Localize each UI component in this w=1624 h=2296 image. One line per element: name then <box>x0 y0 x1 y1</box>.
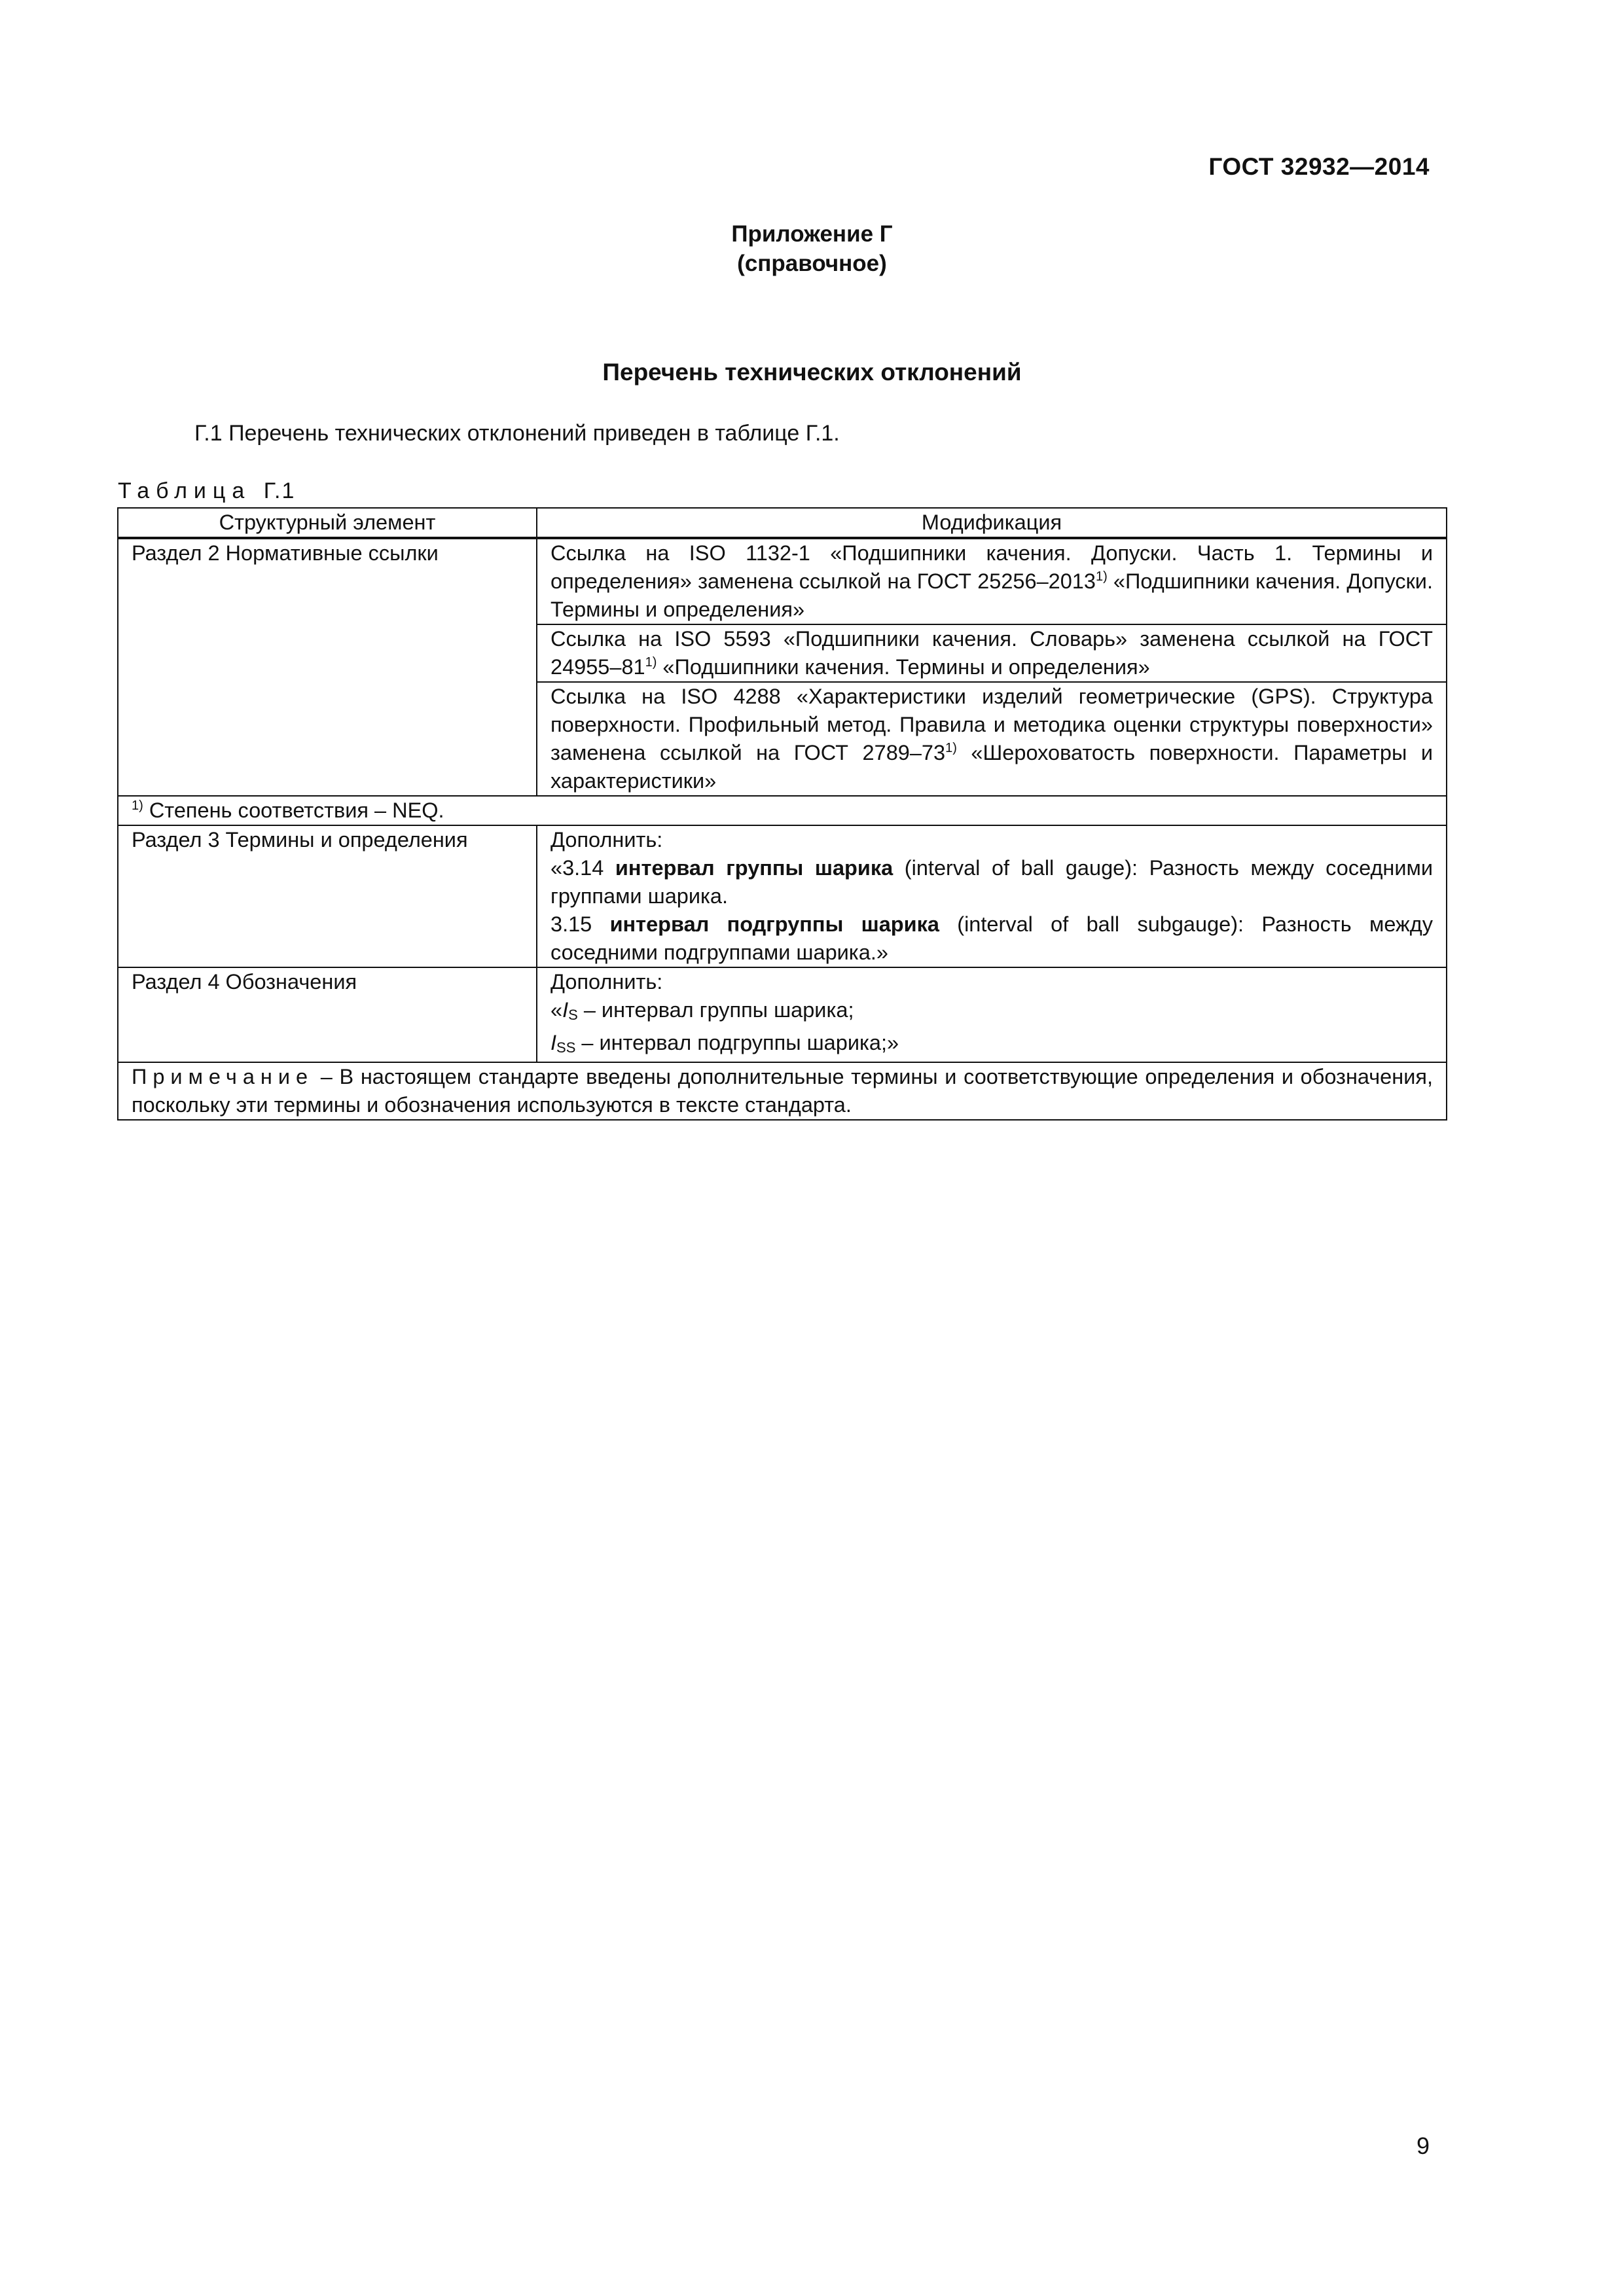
modification-intro: Дополнить: <box>550 828 663 852</box>
table-caption <box>118 478 295 504</box>
modification-text-tail: «Подшипники качения. Термины и определения» <box>657 655 1150 679</box>
modification-cell <box>537 538 1447 624</box>
footnote-row <box>118 796 1447 825</box>
page-number: 9 <box>1416 2132 1430 2159</box>
document-code-header: ГОСТ 32932—2014 <box>1208 153 1430 180</box>
footnote-cell <box>118 796 1447 825</box>
modification-text-tail: «Шероховатость поверхности. Параметры и характеристики» <box>550 741 1434 793</box>
modification-intro: Дополнить: <box>550 970 663 994</box>
footnote-marker: 1) <box>132 798 143 814</box>
note-label: Примечание <box>132 1065 314 1088</box>
symbol: I <box>550 1031 557 1054</box>
row-element-section-3: Раздел 3 Термины и определения <box>118 825 537 967</box>
modification-cell <box>537 624 1447 682</box>
table-caption-word: Таблица <box>118 478 251 503</box>
table-row <box>118 538 1447 624</box>
symbol-definition <box>550 996 1433 1029</box>
term-number: «3.14 <box>550 856 615 880</box>
modification-cell <box>537 967 1447 1062</box>
appendix-heading <box>0 219 1624 278</box>
symbol-text: – интервал группы шарика; <box>577 998 854 1022</box>
row-element-section-2: Раздел 2 Нормативные ссылки <box>118 538 537 796</box>
term-text: (interval of ball subgauge): Разность между соседними подгруппами шарика.» <box>550 912 1433 964</box>
footnote-marker: 1) <box>945 741 957 756</box>
term-name: интервал группы шарика <box>615 856 893 880</box>
appendix-subtitle: (справочное) <box>737 251 887 276</box>
section-title: Перечень технических отклонений <box>602 359 1022 386</box>
symbol-definition <box>550 1029 1433 1062</box>
deviations-table <box>117 507 1447 1121</box>
symbol-subscript: S <box>568 1007 578 1023</box>
symbol: I <box>562 998 569 1022</box>
row-element-section-4: Раздел 4 Обозначения <box>118 967 537 1062</box>
table-row <box>118 825 1447 967</box>
term-text: (interval of ball gauge): Разность между соседними группами шарика. <box>550 856 1434 908</box>
note-row <box>118 1062 1447 1120</box>
modification-cell <box>537 682 1447 796</box>
symbol-text: – интервал подгруппы шарика;» <box>575 1031 899 1054</box>
table-caption-number: Г.1 <box>263 478 296 503</box>
table-row <box>118 967 1447 1062</box>
footnote-text: Степень соответствия – NEQ. <box>143 798 444 822</box>
header-modification: Модификация <box>537 508 1447 538</box>
modification-cell <box>537 825 1447 967</box>
intro-paragraph: Г.1 Перечень технических отклонений приведен в таблице Г.1. <box>194 421 840 446</box>
quote-mark: « <box>550 998 563 1022</box>
modification-text-tail: «Подшипники качения. Допуски. Термины и определения» <box>550 569 1433 621</box>
term-name: интервал подгруппы шарика <box>609 912 939 936</box>
term-number: 3.15 <box>550 912 610 936</box>
symbol-subscript: SS <box>556 1039 576 1056</box>
appendix-title: Приложение Г <box>731 221 893 247</box>
term-definition <box>550 854 1433 910</box>
modification-text: Ссылка на ISO 4288 «Характеристики изделий геометрические (GPS). Структура поверхности. Профильный метод. Правила и методика оценки структуры поверхности» заменена ссылкой на ГОСТ 2789–73 <box>550 685 1433 764</box>
footnote-marker: 1) <box>1095 569 1108 584</box>
note-text: – В настоящем стандарте введены дополнительные термины и соответствующие определения и обозначения, поскольку эти термины и обозначения используются в тексте стандарта. <box>132 1065 1433 1117</box>
modification-text: Ссылка на ISO 1132-1 «Подшипники качения. Допуски. Часть 1. Термины и определения» заменена ссылкой на ГОСТ 25256–2013 <box>550 541 1433 593</box>
footnote-marker: 1) <box>645 655 657 670</box>
table-header-row <box>118 508 1447 538</box>
note-cell <box>118 1062 1447 1120</box>
header-structural-element: Структурный элемент <box>118 508 537 538</box>
term-definition <box>550 910 1433 967</box>
modification-text: Ссылка на ISO 5593 «Подшипники качения. Словарь» заменена ссылкой на ГОСТ 24955–81 <box>550 627 1433 679</box>
